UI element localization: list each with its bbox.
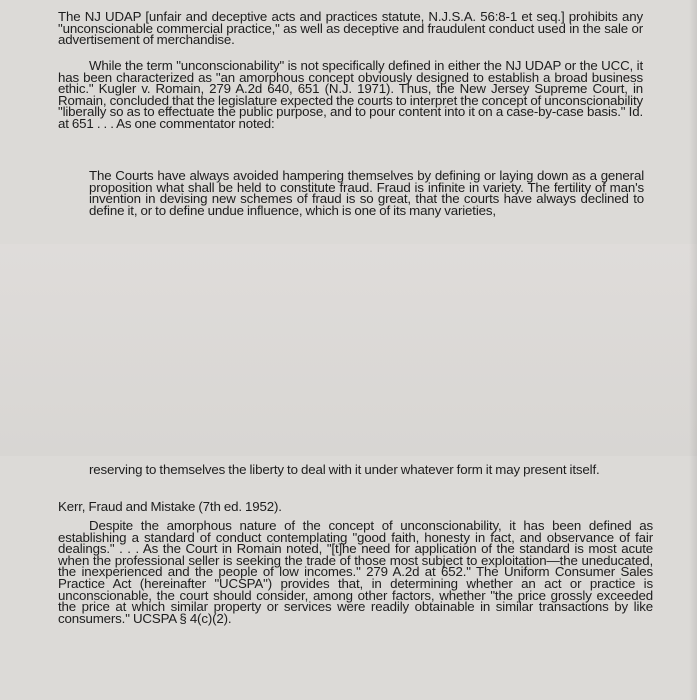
paragraph-udap-definition: The NJ UDAP [unfair and deceptive acts and practices statute, N.J.S.A. 56:8-1 et seq.] prohibits any "unconscionable commercial practice," as well as deceptive and fraudulent conduct used in the sale or advertisement of merchandise. xyxy=(58,9,643,48)
paragraph-unconscionability: While the term "unconscionability" is not specifically defined in either the NJ UDAP or the UCC, it has been characterized as "an amorphous concept obviously designed to establish a broad business ethic." Kugler v. Romain, 279 A.2d 640, 651 (N.J. 1971). Thus, the New Jersey Supreme Court, in Romain, concluded that the legislature expected the courts to interpret the concept of unconscionability "liberally so as to effectuate the public purpose, and to pour content into it on a case-by-case basis." Id. at 651 . . . As one commentator noted: xyxy=(58,58,643,131)
page-gap xyxy=(0,244,697,456)
quote-citation: Kerr, Fraud and Mistake (7th ed. 1952). xyxy=(58,499,282,514)
paragraph-standard-of-conduct: Despite the amorphous nature of the concept of unconscionability, it has been defined as establishing a standard of conduct contemplating "good faith, honesty in fact, and observance of fair dealings." . . . As the Court in Romain noted, "[t]he need for application of the standard is most acute when the professional seller is seeking the trade of those most subject to exploitation—the uneducated, the inexperienced and the people of low incomes." 279 A.2d at 652." The Uniform Consumer Sales Practice Act (hereinafter "UCSPA") provides that, in determining whether an act or practice is unconscionable, the court should consider, among other factors, whether "the price grossly exceeded the price at which similar property or services were readily obtainable in similar transactions by like consumers." UCSPA § 4(c)(2). xyxy=(58,518,653,626)
page-edge-shadow xyxy=(689,0,697,700)
block-quote-part-2: reserving to themselves the liberty to deal with it under whatever form it may present itself. xyxy=(89,462,600,477)
block-quote-part-1: The Courts have always avoided hampering themselves by defining or laying down as a general proposition what shall be held to constitute fraud. Fraud is infinite in variety. The fertility of man's invention in devising new schemes of fraud is so great, that the courts have always declined to define it, or to define undue influence, which is one of its many varieties, xyxy=(89,168,644,218)
